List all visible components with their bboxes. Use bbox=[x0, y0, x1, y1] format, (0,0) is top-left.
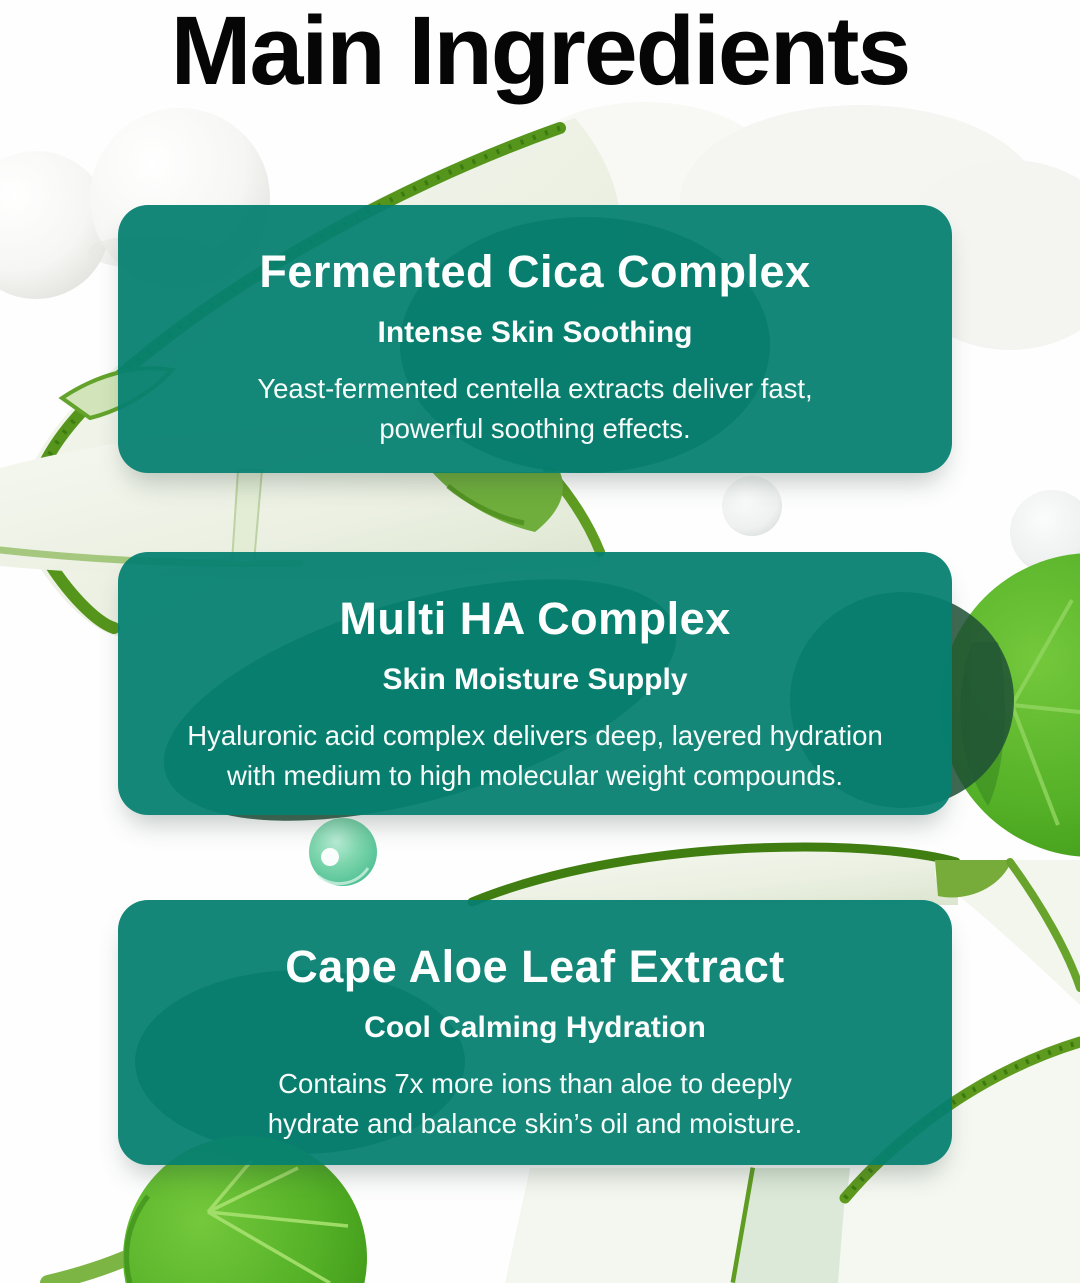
description-line-1: Yeast-fermented centella extracts deliver fast, bbox=[257, 373, 813, 405]
green-droplet-icon bbox=[309, 818, 377, 886]
description-line-2: powerful soothing effects. bbox=[379, 412, 691, 444]
description-line-2: with medium to high molecular weight compounds. bbox=[227, 759, 843, 791]
ingredient-benefit: Skin Moisture Supply bbox=[382, 662, 688, 696]
ingredient-description bbox=[140, 1064, 930, 1143]
description-line-1: Hyaluronic acid complex delivers deep, layered hydration bbox=[187, 720, 883, 752]
ingredient-card-multi-ha bbox=[118, 552, 952, 815]
clear-droplet-icon bbox=[722, 476, 782, 536]
ingredient-description bbox=[140, 716, 930, 795]
description-line-2: hydrate and balance skin’s oil and moisture. bbox=[267, 1107, 803, 1139]
page-title: Main Ingredients bbox=[170, 0, 910, 105]
aloe-tip-icon bbox=[470, 847, 958, 905]
ingredient-title: Fermented Cica Complex bbox=[259, 246, 811, 297]
ingredient-card-fermented-cica bbox=[118, 205, 952, 473]
ingredient-title: Cape Aloe Leaf Extract bbox=[285, 941, 785, 992]
ingredient-benefit: Cool Calming Hydration bbox=[364, 1010, 706, 1044]
ingredient-description bbox=[140, 369, 930, 448]
description-line-1: Contains 7x more ions than aloe to deeply bbox=[278, 1068, 792, 1100]
ingredient-card-cape-aloe bbox=[118, 900, 952, 1165]
ingredient-title: Multi HA Complex bbox=[339, 593, 731, 644]
ingredient-benefit: Intense Skin Soothing bbox=[377, 315, 693, 349]
